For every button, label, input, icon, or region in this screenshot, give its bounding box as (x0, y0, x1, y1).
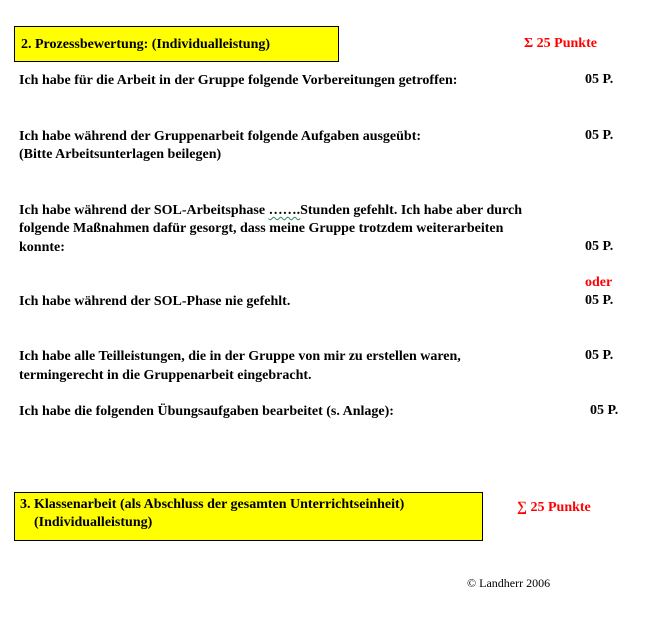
item-absence-line2: folgende Maßnahmen dafür gesorgt, dass meine Gruppe trotzdem weiterarbeiten (19, 221, 504, 236)
item-absence-line1-before: Ich habe während der SOL-Arbeitsphase (19, 203, 269, 218)
absence-hours-blank[interactable]: ……. (268, 203, 301, 218)
section-3-heading-line2: (Individualleistung) (34, 515, 153, 530)
item-absence-line3: konnte: (19, 240, 65, 255)
section-2-heading-box (14, 26, 339, 62)
item-partial-work-line2: termingerecht in die Gruppenarbeit eingebracht. (19, 368, 312, 383)
item-tasks-text: Ich habe während der Gruppenarbeit folgende Aufgaben ausgeübt: (19, 129, 422, 144)
item-tasks-points: 05 P. (585, 128, 614, 143)
section-2-total-points: Σ 25 Punkte (524, 36, 597, 51)
copyright-notice: © Landherr 2006 (467, 576, 551, 590)
or-label: oder (585, 275, 613, 290)
section-3-total-points: ∑ 25 Punkte (517, 500, 591, 515)
item-exercises-points: 05 P. (590, 403, 619, 418)
section-2-heading: 2. Prozessbewertung: (Individualleistung) (21, 37, 271, 52)
item-never-absent-text: Ich habe während der SOL-Phase nie gefehlt. (19, 294, 291, 309)
section-3-heading-line1: 3. Klassenarbeit (als Abschluss der gesamten Unterrichtseinheit) (20, 497, 405, 512)
item-exercises-text: Ich habe die folgenden Übungsaufgaben bearbeitet (s. Anlage): (19, 404, 394, 419)
item-absence-line1 (19, 202, 522, 220)
item-preparations-text: Ich habe für die Arbeit in der Gruppe folgende Vorbereitungen getroffen: (19, 73, 458, 88)
item-absence-line1-after: Stunden gefehlt. Ich habe aber durch (300, 203, 523, 218)
item-partial-work-line1: Ich habe alle Teilleistungen, die in der Gruppe von mir zu erstellen waren, (19, 349, 461, 364)
item-tasks-note: (Bitte Arbeitsunterlagen beilegen) (19, 147, 222, 162)
item-never-absent-points: 05 P. (585, 293, 614, 308)
item-preparations-points: 05 P. (585, 72, 614, 87)
item-partial-work-points: 05 P. (585, 348, 614, 363)
item-absence-points: 05 P. (585, 239, 614, 254)
section-3-heading-box (14, 492, 483, 541)
